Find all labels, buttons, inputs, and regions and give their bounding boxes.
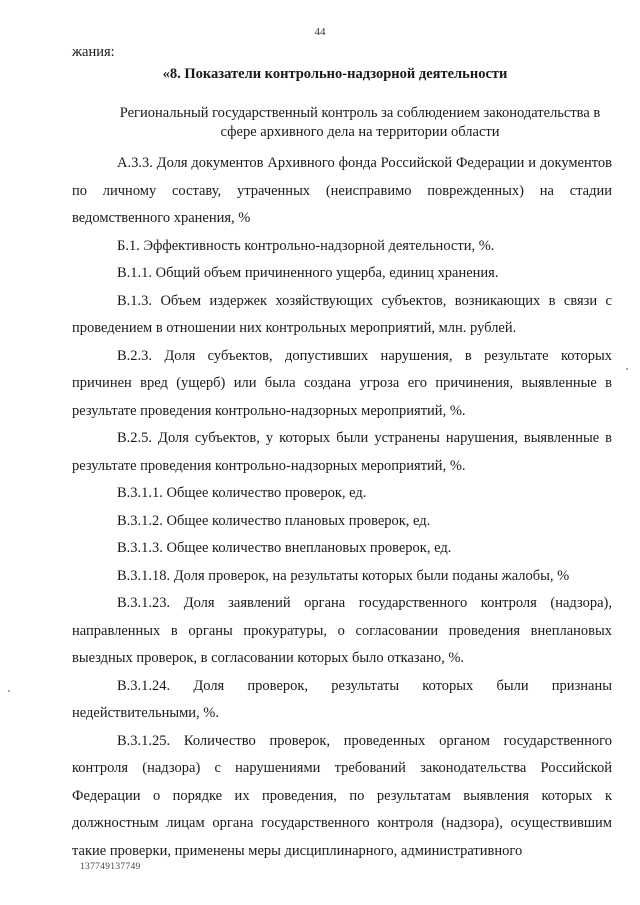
body-text: [72, 150, 612, 865]
paragraph-v-3-1-24: В.3.1.24. Доля проверок, результаты которых были признаны недействительными, %.: [72, 677, 612, 721]
document-id: 137749137749: [80, 862, 141, 872]
paragraph-v-3-1-1: В.3.1.1. Общее количество проверок, ед.: [117, 485, 367, 501]
paragraph-a-3-3: А.3.3. Доля документов Архивного фонда Российской Федерации и документов по личному составу, утраченных (неисправимо поврежденных) на стадии ведомственного хранения, %: [72, 155, 612, 226]
section-subheading: Региональный государственный контроль за соблюдением законодательства в сфере архивного дела на территории области: [119, 105, 601, 140]
scan-artifact: [626, 368, 628, 370]
paragraph-v-2-5: В.2.5. Доля субъектов, у которых были устранены нарушения, выявленные в результате проведения контрольно-надзорных мероприятий, %.: [72, 430, 612, 474]
paragraph-v-3-1-23: В.3.1.23. Доля заявлений органа государственного контроля (надзора), направленных в органы прокуратуры, о согласовании проведения внеплановых выездных проверок, в согласовании которых было отказано, %.: [72, 595, 612, 666]
scan-artifact: [8, 690, 10, 692]
continuation-text: жания:: [72, 44, 115, 60]
paragraph-v-1-1: В.1.1. Общий объем причиненного ущерба, единиц хранения.: [117, 265, 499, 281]
paragraph-v-3-1-25: В.3.1.25. Количество проверок, проведенных органом государственного контроля (надзора) с нарушениями требований законодательства Российской Федерации о порядке их проведения, по результатам выявления которых к должностным лицам органа государственного контроля (надзора), осуществившим такие проверки, применены меры дисциплинарного, административного: [72, 732, 612, 859]
paragraph-v-2-3: В.2.3. Доля субъектов, допустивших нарушения, в результате которых причинен вред (ущерб) или была создана угроза его причинения, выявленные в результате проведения контрольно-надзорных мероприятий, %.: [72, 347, 612, 419]
paragraph-v-1-3: В.1.3. Объем издержек хозяйствующих субъектов, возникающих в связи с проведением в отношении них контрольных мероприятий, млн. рублей.: [72, 292, 612, 336]
section-heading: «8. Показатели контрольно-надзорной деятельности: [162, 66, 508, 82]
page-number: 44: [314, 26, 326, 38]
paragraph-b-1: Б.1. Эффективность контрольно-надзорной деятельности, %.: [117, 237, 495, 254]
paragraph-v-3-1-2: В.3.1.2. Общее количество плановых проверок, ед.: [117, 512, 431, 529]
paragraph-v-3-1-3: В.3.1.3. Общее количество внеплановых проверок, ед.: [117, 540, 452, 556]
paragraph-v-3-1-18: В.3.1.18. Доля проверок, на результаты которых были поданы жалобы, %: [117, 567, 570, 584]
